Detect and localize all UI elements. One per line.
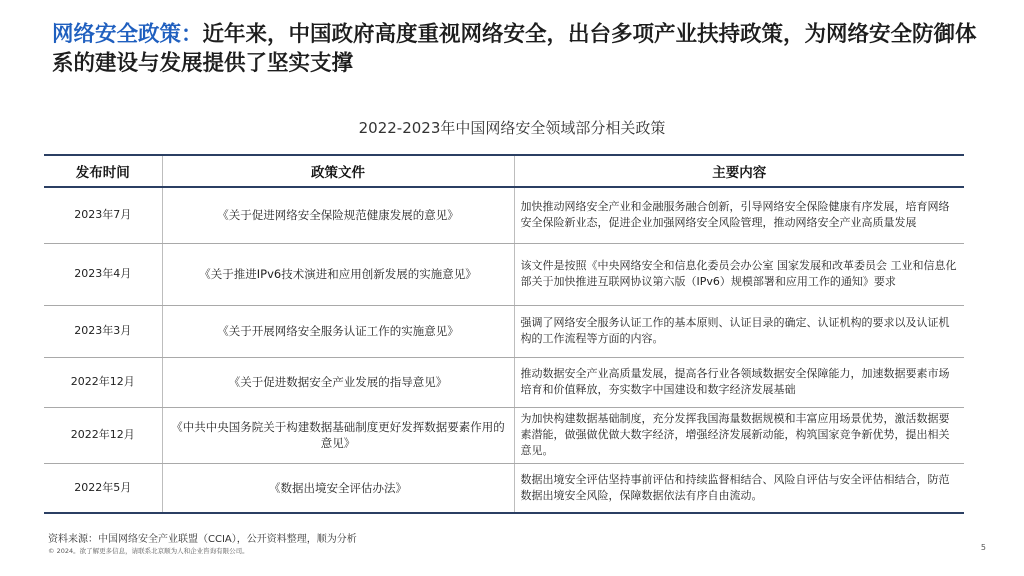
table-row	[44, 463, 964, 513]
cell-content: 推动数据安全产业高质量发展，提高各行业各领域数据安全保障能力，加速数据要素市场培育和价值释放，夯实数字中国建设和数字经济发展基础	[514, 357, 964, 407]
headline-highlight: 网络安全政策：	[52, 22, 203, 47]
header-document: 政策文件	[162, 155, 514, 187]
page-number: 5	[980, 543, 986, 552]
cell-content: 该文件是按照《中央网络安全和信息化委员会办公室 国家发展和改革委员会 工业和信息化部关于加快推进互联网协议第六版（IPv6）规模部署和应用工作的通知》要求	[514, 243, 964, 305]
table-title: 2022-2023年中国网络安全领域部分相关政策	[358, 119, 666, 137]
cell-document: 《关于促进网络安全保险规范健康发展的意见》	[162, 187, 514, 243]
source-note: 资料来源：中国网络安全产业联盟（CCIA），公开资料整理，顺为分析	[48, 534, 357, 545]
table-row	[44, 243, 964, 305]
table-row	[44, 357, 964, 407]
policy-table	[44, 154, 964, 514]
cell-content: 数据出境安全评估坚持事前评估和持续监督相结合、风险自评估与安全评估相结合，防范数据出境安全风险，保障数据依法有序自由流动。	[514, 463, 964, 513]
cell-date: 2022年12月	[44, 357, 162, 407]
cell-date: 2022年5月	[44, 463, 162, 513]
cell-content: 强调了网络安全服务认证工作的基本原则、认证目录的确定、认证机构的要求以及认证机构的工作流程等方面的内容。	[514, 305, 964, 357]
cell-document: 《中共中央国务院关于构建数据基础制度更好发挥数据要素作用的意见》	[162, 407, 514, 463]
cell-date: 2023年7月	[44, 187, 162, 243]
header-date: 发布时间	[44, 155, 162, 187]
page-headline	[52, 20, 992, 78]
table-header-row	[44, 155, 964, 187]
table-row	[44, 407, 964, 463]
cell-date: 2022年12月	[44, 407, 162, 463]
headline-text: 近年来，中国政府高度重视网络安全，出台多项产业扶持政策，为网络安全防御体系的建设与发展提供了坚实支撑	[52, 22, 977, 76]
cell-document: 《关于开展网络安全服务认证工作的实施意见》	[162, 305, 514, 357]
cell-content: 加快推动网络安全产业和金融服务融合创新，引导网络安全保险健康有序发展，培育网络安全保险新业态，促进企业加强网络安全风险管理，推动网络安全产业高质量发展	[514, 187, 964, 243]
cell-document: 《关于促进数据安全产业发展的指导意见》	[162, 357, 514, 407]
table-row	[44, 187, 964, 243]
header-content: 主要内容	[514, 155, 964, 187]
copyright-note: © 2024。欲了解更多信息，请联系北京顺为人和企业咨询有限公司。	[48, 547, 249, 555]
cell-content: 为加快构建数据基础制度，充分发挥我国海量数据规模和丰富应用场景优势，激活数据要素潜能，做强做优做大数字经济，增强经济发展新动能，构筑国家竞争新优势，提出相关意见。	[514, 407, 964, 463]
cell-document: 《数据出境安全评估办法》	[162, 463, 514, 513]
cell-date: 2023年3月	[44, 305, 162, 357]
cell-date: 2023年4月	[44, 243, 162, 305]
cell-document: 《关于推进IPv6技术演进和应用创新发展的实施意见》	[162, 243, 514, 305]
table-row	[44, 305, 964, 357]
